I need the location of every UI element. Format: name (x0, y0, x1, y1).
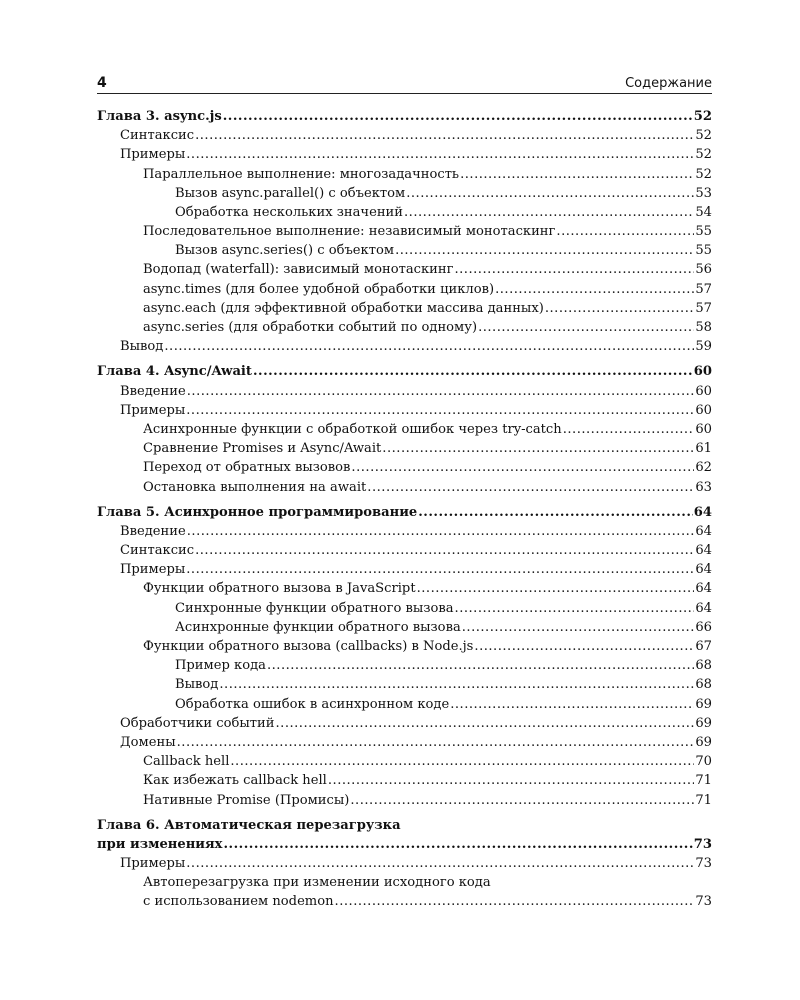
dot-leader (230, 752, 694, 771)
toc-entry (97, 126, 712, 145)
toc-page-number: 52 (695, 166, 712, 182)
dot-leader (328, 771, 694, 790)
toc-page-number: 56 (695, 262, 712, 278)
toc-entry-title: Callback hell (143, 754, 230, 770)
toc-entry-title: Примеры (120, 562, 186, 578)
toc-entry (97, 695, 712, 714)
toc-page-number: 55 (695, 243, 712, 259)
dot-leader (223, 107, 693, 126)
toc-entry (97, 439, 712, 458)
toc-entry (97, 145, 712, 164)
dot-leader (563, 420, 695, 439)
toc-entry-title: Остановка выполнения на await (143, 479, 367, 495)
toc-page-number: 63 (695, 479, 712, 495)
toc-page-number: 64 (695, 523, 712, 539)
toc-page-number: 52 (695, 128, 712, 144)
toc-entry (97, 261, 712, 280)
toc-entry-title: Асинхронные функции с обработкой ошибок через try-catch (143, 421, 562, 437)
dot-leader (556, 222, 694, 241)
toc-page-number: 52 (695, 147, 712, 163)
toc-page-number: 71 (695, 773, 712, 789)
toc-entry-title: Примеры (120, 856, 186, 872)
dot-leader (450, 695, 694, 714)
toc-page-number: 58 (695, 320, 712, 336)
toc-entry (97, 184, 712, 203)
toc-entry (97, 771, 712, 790)
toc-entry (97, 222, 712, 241)
toc-entry-title: async.each (для эффективной обработки массива данных) (143, 300, 544, 316)
dot-leader (276, 714, 695, 733)
dot-leader (478, 318, 694, 337)
dot-leader (253, 362, 693, 381)
toc-entry-title: Примеры (120, 147, 186, 163)
toc-page-number: 64 (695, 562, 712, 578)
toc-page-number: 64 (695, 543, 712, 559)
toc-entry-title: Вывод (120, 339, 164, 355)
toc-entry-title: async.times (для более удобной обработки циклов) (143, 281, 495, 297)
toc-entry-title: Вызов async.series() с объектом (175, 243, 395, 259)
toc-entry (97, 618, 712, 637)
dot-leader (474, 637, 694, 656)
toc-entry (97, 318, 712, 337)
toc-entry-title: Глава 6. Автоматическая перезагрузка (97, 817, 401, 833)
toc-entry-title: Вывод (175, 677, 219, 693)
dot-leader (187, 522, 695, 541)
toc-entry (97, 714, 712, 733)
toc-entry-title: Пример кода (175, 658, 266, 674)
toc-entry (97, 541, 712, 560)
toc-page-number: 60 (695, 402, 712, 418)
toc-entry (97, 733, 712, 752)
toc-entry (97, 280, 712, 299)
toc-entry (97, 675, 712, 694)
toc-entry-title: Параллельное выполнение: многозадачность (143, 166, 460, 182)
dot-leader (164, 337, 694, 356)
toc-entry-title: Глава 4. Async/Await (97, 364, 252, 380)
toc-page-number: 55 (695, 224, 712, 240)
toc-page-number: 52 (693, 108, 712, 124)
toc-page-number: 62 (695, 460, 712, 476)
toc-chapter-entry (97, 816, 712, 854)
dot-leader (462, 618, 695, 637)
dot-leader (186, 145, 694, 164)
dot-leader (395, 241, 694, 260)
toc-page-number: 67 (695, 639, 712, 655)
toc-entry-title: Переход от обратных вызовов (143, 460, 351, 476)
dot-leader (195, 541, 694, 560)
toc-entry-title-continued: с использованием nodemon (143, 894, 334, 910)
toc-entry-title-continued: при изменениях (97, 836, 223, 852)
dot-leader (406, 184, 694, 203)
dot-leader (186, 560, 694, 579)
toc-page-number: 57 (695, 281, 712, 297)
toc-page-number: 71 (695, 792, 712, 808)
toc-entry (97, 791, 712, 810)
toc-entry-title: Синтаксис (120, 543, 195, 559)
toc-page-number: 69 (695, 734, 712, 750)
toc-entry (97, 299, 712, 318)
toc-entry-title: Нативные Promise (Промисы) (143, 792, 350, 808)
toc-entry (97, 873, 712, 911)
dot-leader (219, 675, 694, 694)
toc-page-number: 73 (693, 836, 712, 852)
toc-entry-title: Введение (120, 383, 186, 399)
toc-page-number: 73 (695, 856, 712, 872)
toc-entry (97, 752, 712, 771)
toc-entry-title: Вызов async.parallel() с объектом (175, 185, 406, 201)
dot-leader (186, 401, 694, 420)
toc-entry (97, 637, 712, 656)
dot-leader (335, 892, 695, 911)
dot-leader (545, 299, 694, 318)
toc-page-number: 60 (695, 383, 712, 399)
toc-entry-title: Обработка нескольких значений (175, 204, 404, 220)
toc-page-number: 60 (695, 421, 712, 437)
toc-entry (97, 560, 712, 579)
toc-page-number: 73 (695, 894, 712, 910)
toc-entry (97, 478, 712, 497)
dot-leader (382, 439, 694, 458)
toc-page-number: 59 (695, 339, 712, 355)
dot-leader (367, 478, 694, 497)
toc-page-number: 66 (695, 619, 712, 635)
toc-entry (97, 401, 712, 420)
toc-entry-title: Домены (120, 734, 176, 750)
dot-leader (187, 382, 695, 401)
toc-page-number: 68 (695, 677, 712, 693)
dot-leader (195, 126, 694, 145)
toc-page-number: 68 (695, 658, 712, 674)
toc-page-number: 61 (695, 441, 712, 457)
toc-entry (97, 165, 712, 184)
toc-page-number: 54 (695, 204, 712, 220)
toc-page-number: 69 (695, 715, 712, 731)
toc-entry (97, 337, 712, 356)
toc-entry-title: Функции обратного вызова (callbacks) в Node.js (143, 639, 474, 655)
toc-entry-title: Как избежать callback hell (143, 773, 327, 789)
toc-entry-title: Последовательное выполнение: независимый монотаскинг (143, 224, 556, 240)
toc-entry (97, 522, 712, 541)
toc-page-number: 64 (695, 600, 712, 616)
dot-leader (350, 791, 694, 810)
dot-leader (351, 458, 694, 477)
toc-page-number: 70 (695, 754, 712, 770)
toc-entry (97, 656, 712, 675)
dot-leader (418, 503, 693, 522)
toc-entry (97, 203, 712, 222)
toc-page-number: 60 (693, 364, 712, 380)
dot-leader (177, 733, 695, 752)
toc-page-number: 53 (695, 185, 712, 201)
dot-leader (495, 280, 694, 299)
toc-entry-title: Синтаксис (120, 128, 195, 144)
toc-entry-title: Сравнение Promises и Async/Await (143, 441, 382, 457)
toc-entry-title: Введение (120, 523, 186, 539)
toc-entry-title: Примеры (120, 402, 186, 418)
toc-entry (97, 599, 712, 618)
running-header (97, 75, 712, 94)
toc-page-number: 64 (693, 504, 712, 520)
toc-entry (97, 382, 712, 401)
dot-leader (455, 599, 695, 618)
toc-entry (97, 854, 712, 873)
toc-entry (97, 241, 712, 260)
dot-leader (223, 835, 692, 854)
toc-entry-title: Глава 3. async.js (97, 108, 222, 124)
dot-leader (417, 579, 695, 598)
toc-entry-title: async.series (для обработки событий по одному) (143, 320, 478, 336)
toc-entry-title: Обработчики событий (120, 715, 275, 731)
toc-page-number: 64 (695, 581, 712, 597)
dot-leader (267, 656, 694, 675)
toc-entry (97, 580, 712, 599)
toc-chapter-entry (97, 107, 712, 126)
toc-page-number: 69 (695, 696, 712, 712)
toc-entry (97, 420, 712, 439)
toc-entry-title: Функции обратного вызова в JavaScript (143, 581, 416, 597)
toc-entry-title: Водопад (waterfall): зависимый монотаскинг (143, 262, 454, 278)
page-number: 4 (97, 75, 107, 91)
table-of-contents (97, 107, 712, 912)
toc-chapter-entry (97, 503, 712, 522)
toc-entry-title: Синхронные функции обратного вызова (175, 600, 454, 616)
toc-entry-title: Асинхронные функции обратного вызова (175, 619, 461, 635)
dot-leader (404, 203, 694, 222)
dot-leader (460, 165, 694, 184)
toc-entry-title: Автоперезагрузка при изменении исходного кода (143, 875, 491, 891)
dot-leader (186, 854, 694, 873)
toc-entry-title: Глава 5. Асинхронное программирование (97, 504, 418, 520)
toc-entry-title: Обработка ошибок в асинхронном коде (175, 696, 450, 712)
toc-chapter-entry (97, 362, 712, 381)
dot-leader (454, 260, 694, 279)
running-header-title: Содержание (625, 76, 712, 91)
toc-page-number: 57 (695, 300, 712, 316)
toc-entry (97, 458, 712, 477)
